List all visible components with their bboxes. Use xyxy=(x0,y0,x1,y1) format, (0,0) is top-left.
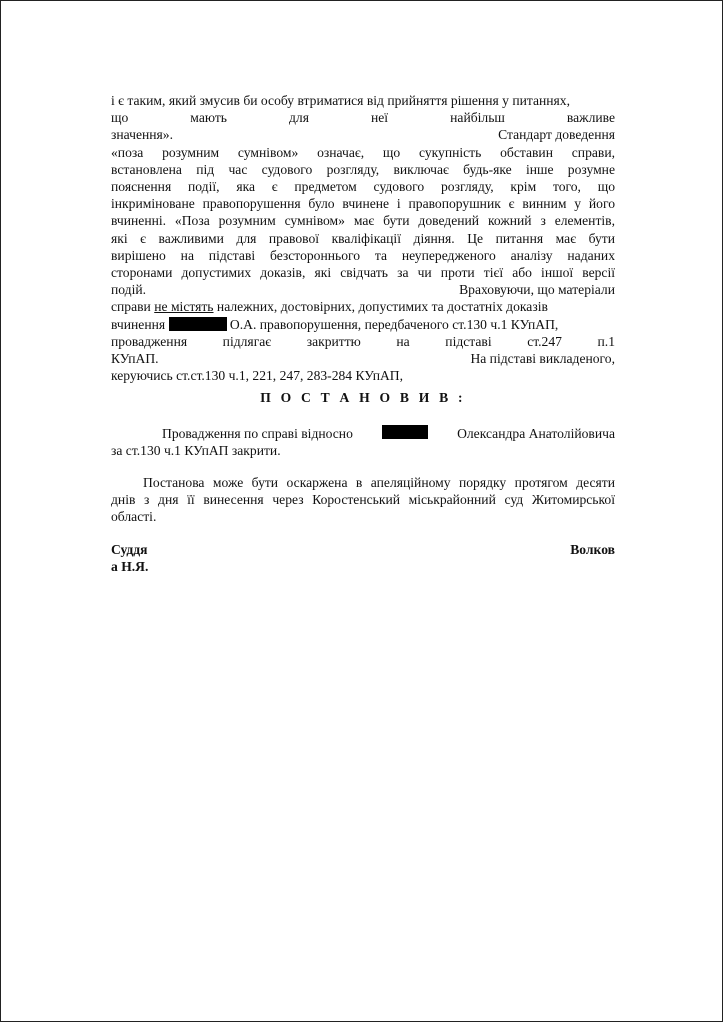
underlined-text: не містять xyxy=(154,299,214,315)
text-fragment: вчинення xyxy=(111,316,166,332)
text-line: і є таким, який змусив би особу втриматися від прийняття рішення у питаннях, xyxy=(111,93,571,108)
text-line xyxy=(111,316,615,333)
text-line xyxy=(111,281,615,298)
appeal-paragraph xyxy=(111,474,615,526)
text-line xyxy=(111,425,615,442)
text-fragment: Олександра Анатолійовича xyxy=(457,426,615,441)
text-line: області. xyxy=(111,509,157,525)
text-fragment: Враховуючи, що матеріали xyxy=(459,282,615,298)
text-fragment: значення». xyxy=(111,127,174,143)
signature-block xyxy=(111,541,615,575)
reasoning-paragraph xyxy=(111,92,615,384)
text-line: провадження підлягає закриттю на підставі ст.247 п.1 xyxy=(111,333,615,349)
text-line xyxy=(111,126,615,143)
text-line: Постанова може бути оскаржена в апеляційному порядку протягом десяти xyxy=(143,475,615,490)
text-line xyxy=(111,350,615,367)
judge-name: Волков xyxy=(570,542,615,557)
text-line: керуючись ст.ст.130 ч.1, 221, 247, 283-284 КУпАП, xyxy=(111,368,404,384)
text-line xyxy=(111,298,615,315)
text-line: інкриміноване правопорушення було вчинене і правопорушник є винним у його xyxy=(111,196,615,212)
redacted-name-block xyxy=(382,425,428,439)
text-line: днів з дня її винесення через Коростенський міськрайонний суд Житомирської xyxy=(111,492,615,508)
text-line: «поза розумним сумнівом» означає, що сукупність обставин справи, xyxy=(111,144,615,160)
text-line: які є важливими для правової кваліфікації діяння. Це питання має бути xyxy=(111,230,615,246)
decision-heading: П О С Т А Н О В И В : xyxy=(260,390,466,405)
text-fragment: належних, достовірних, допустимих та достатніх доказів xyxy=(213,299,548,315)
text-fragment: КУпАП. xyxy=(111,351,159,367)
text-fragment: подій. xyxy=(111,282,147,298)
text-line: сторонами допустимих доказів, які свідчать за чи проти тієї або іншої версії xyxy=(111,265,615,281)
text-line xyxy=(111,541,615,558)
redacted-name-block xyxy=(169,317,227,331)
text-fragment: Провадження по справі відносно xyxy=(162,426,353,441)
judge-initials: а Н.Я. xyxy=(111,559,149,575)
resolution-paragraph xyxy=(111,425,615,459)
judge-title: Суддя xyxy=(111,542,148,557)
text-line: встановлена під час судового розгляду, виключає будь-яке інше розумне xyxy=(111,161,615,177)
text-line: вчиненні. «Поза розумним сумнівом» має бути доведений кожний з елементів, xyxy=(111,213,615,229)
text-line: що мають для неї найбільш важливе xyxy=(111,110,615,126)
text-fragment: Стандарт доведення xyxy=(498,127,615,143)
text-fragment: О.А. правопорушення, передбаченого ст.130 ч.1 КУпАП, xyxy=(226,316,559,332)
text-fragment: справи xyxy=(111,299,155,315)
text-line: за ст.130 ч.1 КУпАП закрити. xyxy=(111,443,281,459)
text-line: вирішено на підставі безстороннього та неупередженого аналізу наданих xyxy=(111,247,615,263)
text-fragment: На підставі викладеного, xyxy=(470,351,615,367)
text-line: пояснення події, яка є предметом судового розгляду, крім того, що xyxy=(111,179,615,195)
